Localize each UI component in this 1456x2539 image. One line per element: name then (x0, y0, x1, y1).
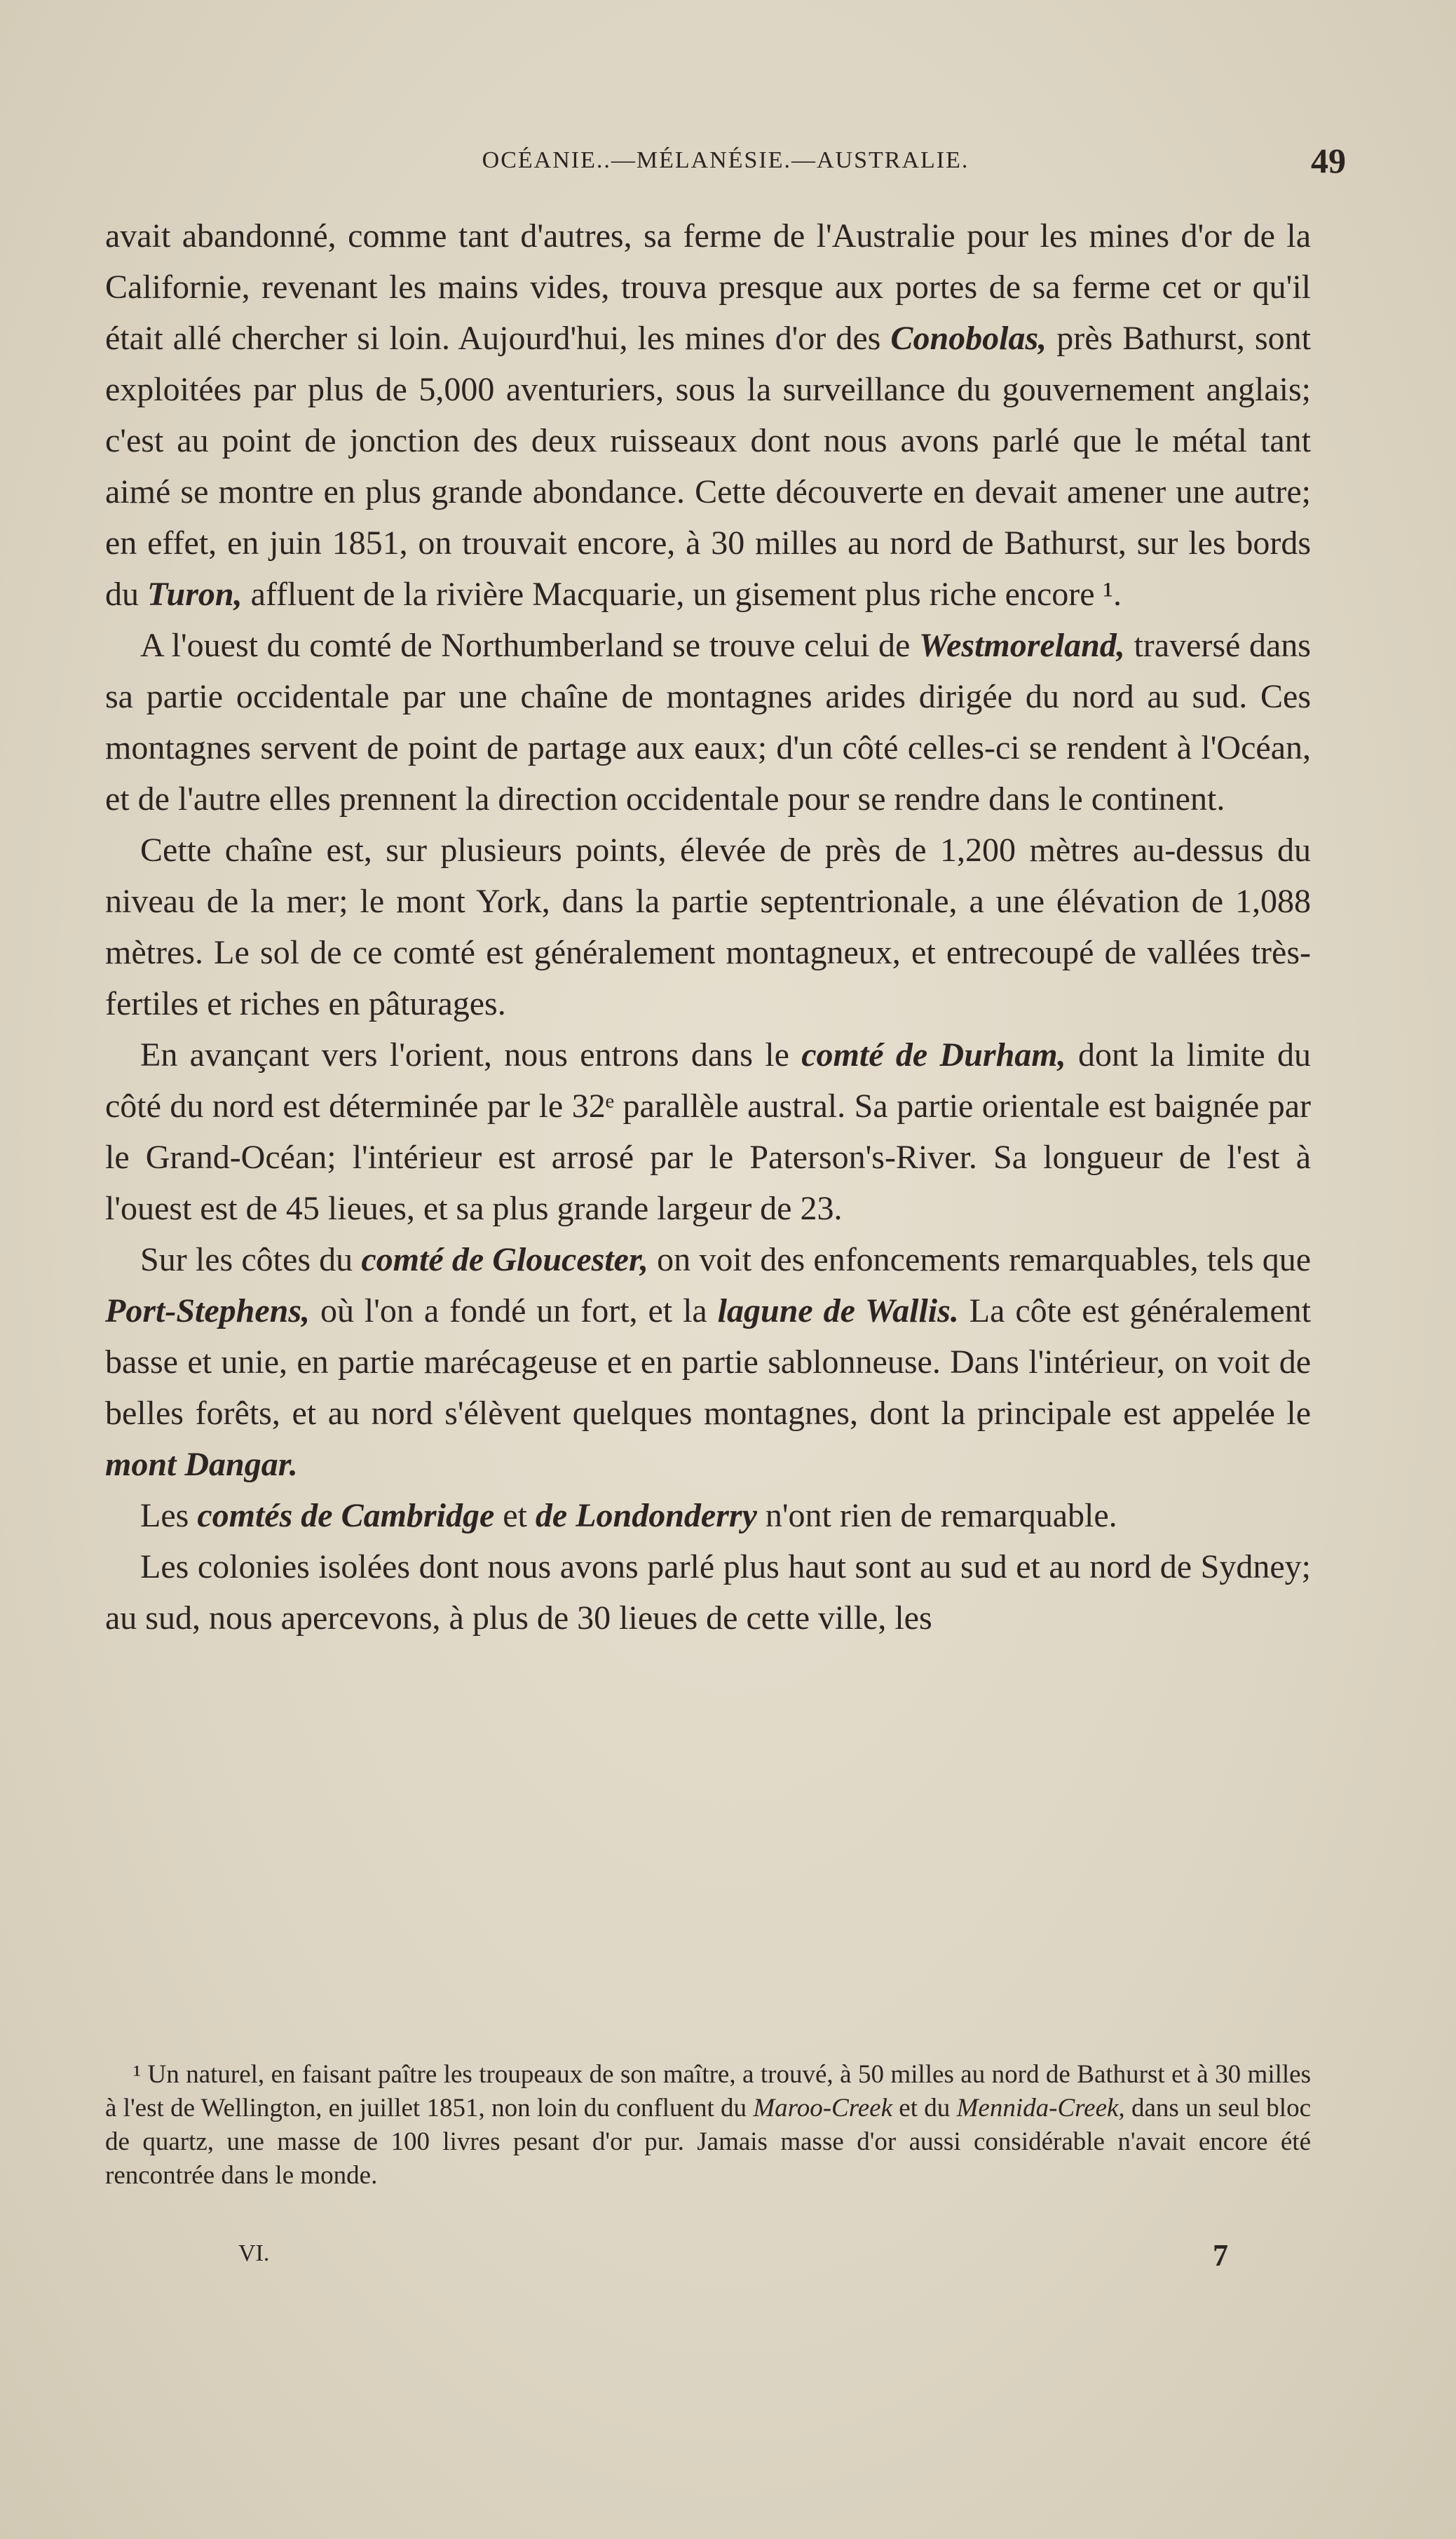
paragraph (105, 1541, 1311, 1644)
text-run: En avançant vers l'orient, nous entrons dans le (140, 1036, 802, 1074)
paragraph (105, 210, 1311, 620)
text-run: dans un seul bloc de quartz, une masse de 100 livres pesant d'or pur. Jamais masse d'or aussi considérable n'avait encore été rencontrée dans le monde. (105, 2094, 1312, 2190)
text-run: et du (892, 2094, 957, 2122)
italic-term: de Londonderry (535, 1497, 757, 1534)
italic-term: comtés de Cambridge (197, 1497, 495, 1534)
page-number: 49 (1311, 141, 1346, 180)
text-run: A l'ouest du comté de Northumberland se trouve celui de (140, 627, 919, 664)
text-run: La côte est généralement basse et unie, en partie marécageuse et en partie sablonneuse. Dans l'intérieur, on voit de belles forêts, et au nord s'élèvent quelques montagnes, dont la principale est appelée le (105, 1292, 1311, 1432)
italic-term: lagune de Wallis. (717, 1292, 959, 1329)
italic-term: comté de Gloucester, (361, 1241, 648, 1278)
sheet-signature: 7 (1213, 2238, 1228, 2273)
text-run: dont la limite du côté du nord est déterminée par le 32ᵉ parallèle austral. Sa partie orientale est baignée par le Grand-Océan; l'intérieur est arrosé par le Paterson's-River. Sa longueur de l'est à l'ouest est de 45 lieues, et sa plus grande largeur de 23. (105, 1036, 1312, 1227)
italic-term: Turon, (147, 576, 243, 613)
text-run: avait abandonné, comme tant d'autres, sa ferme de l'Australie pour les mines d'or de la Californie, revenant les mains vides, trouva presque aux portes de sa ferme cet or qu'il était allé chercher si loin. Aujourd'hui, les mines d'or des (105, 217, 1311, 357)
text-run: affluent de la rivière Macquarie, un gisement plus riche encore ¹. (242, 576, 1122, 613)
text-run: et (494, 1497, 536, 1534)
italic-term: Conobolas, (890, 320, 1047, 357)
volume-signature: VI. (238, 2240, 270, 2266)
paragraph (105, 1029, 1311, 1234)
paragraph (105, 1490, 1311, 1541)
footnote (105, 2058, 1311, 2193)
italic-term: mont Dangar. (105, 1446, 298, 1483)
text-run: ¹ Un naturel, en faisant paître les troupeaux de son maître, a trouvé, à 50 milles au nord de Bathurst et à 30 milles à l'est de Wellington, en juillet 1851, non loin du confluent du (105, 2060, 1311, 2122)
text-run: Les colonies isolées dont nous avons parlé plus haut sont au sud et au nord de Sydney; au sud, nous apercevons, à plus de 30 lieues de cette ville, les (105, 1548, 1311, 1637)
text-run: Sur les côtes du (140, 1241, 362, 1278)
text-run: Les (140, 1497, 198, 1534)
paragraph (105, 1234, 1311, 1490)
text-run: n'ont rien de remarquable. (756, 1497, 1117, 1534)
paragraph (105, 620, 1311, 825)
body-text (105, 210, 1311, 1644)
header-title: OCÉANIE..—MÉLANÉSIE.—AUSTRALIE. (482, 147, 969, 173)
footnote-text (105, 2058, 1311, 2193)
text-run: traversé dans sa partie occidentale par une chaîne de montagnes arides dirigée du nord au sud. Ces montagnes servent de point de partage aux eaux; d'un côté celles-ci se rendent à l'Océan, et de l'autre elles prennent la direction occidentale pour se rendre dans le continent. (105, 627, 1311, 818)
italic-term: Mennida-Creek, (956, 2094, 1125, 2122)
italic-term: Westmoreland, (918, 627, 1125, 664)
text-run: près Bathurst, sont exploitées par plus de 5,000 aventuriers, sous la surveillance du gouvernement anglais; c'est au point de jonction des deux ruisseaux dont nous avons parlé que le métal tant aimé se montre en plus grande abondance. Cette découverte en devait amener une autre; en effet, en juin 1851, on trouvait encore, à 30 milles au nord de Bathurst, sur les bords du (105, 320, 1312, 613)
running-header (105, 140, 1346, 182)
text-run: où l'on a fondé un fort, et la (310, 1292, 718, 1329)
italic-term: comté de Durham, (801, 1036, 1066, 1074)
paragraph (105, 825, 1311, 1029)
text-run: Cette chaîne est, sur plusieurs points, élevée de près de 1,200 mètres au-dessus du niveau de la mer; le mont York, dans la partie septentrionale, a une élévation de 1,088 mètres. Le sol de ce comté est généralement montagneux, et entrecoupé de vallées très-fertiles et riches en pâturages. (105, 832, 1311, 1022)
italic-term: Port-Stephens, (105, 1292, 311, 1329)
text-run: on voit des enfoncements remarquables, tels que (648, 1241, 1312, 1278)
italic-term: Maroo-Creek (753, 2094, 892, 2122)
